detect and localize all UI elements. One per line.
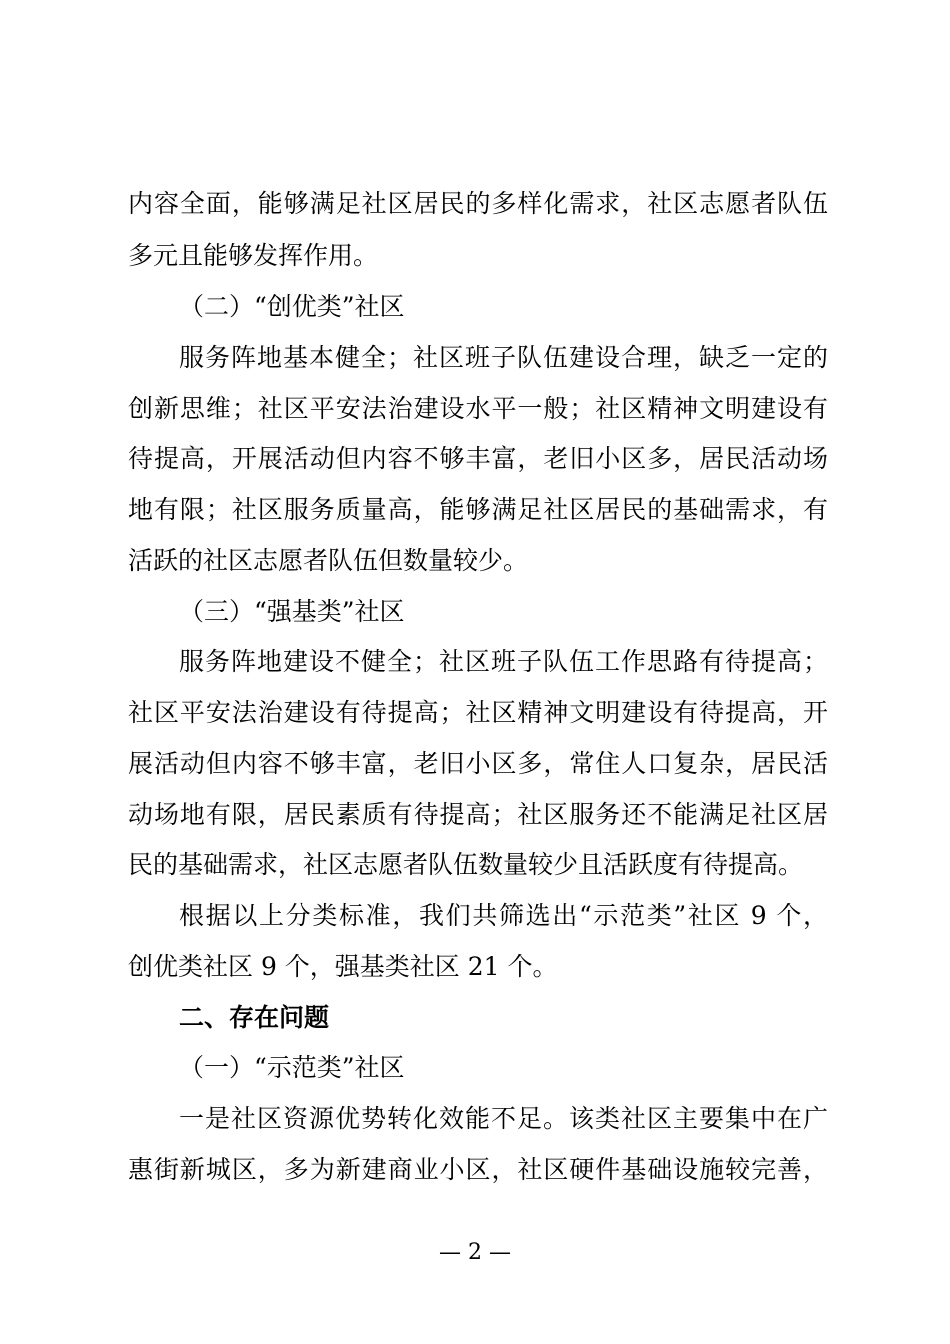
page-number: — 2 — [439, 1240, 511, 1265]
paragraph-line: 服务阵地建设不健全；社区班子队伍工作思路有待提高； [179, 647, 828, 676]
paragraph-line: 创新思维；社区平安法治建设水平一般；社区精神文明建设有 [128, 394, 828, 423]
paragraph-line: 动场地有限，居民素质有待提高；社区服务还不能满足社区居 [128, 800, 828, 829]
paragraph-line: 多元且能够发挥作用。 [128, 241, 379, 270]
paragraph-line: 待提高，开展活动但内容不够丰富，老旧小区多，居民活动场 [128, 444, 828, 473]
paragraph-line: 民的基础需求，社区志愿者队伍数量较少且活跃度有待提高。 [128, 850, 804, 879]
paragraph-line: 地有限；社区服务质量高，能够满足社区居民的基础需求，有 [128, 495, 828, 524]
paragraph-line: 活跃的社区志愿者队伍但数量较少。 [128, 546, 529, 575]
section-title-shifan: （一）“示范类”社区 [179, 1053, 405, 1082]
paragraph-line: 创优类社区 9 个，强基类社区 21 个。 [128, 952, 558, 981]
paragraph-line: 展活动但内容不够丰富，老旧小区多，常住人口复杂，居民活 [128, 749, 828, 778]
section-heading: 二、存在问题 [179, 1003, 330, 1032]
paragraph-line: 服务阵地基本健全；社区班子队伍建设合理，缺乏一定的 [179, 343, 828, 372]
paragraph-line: 内容全面，能够满足社区居民的多样化需求，社区志愿者队伍 [128, 189, 828, 218]
section-title-qiangji: （三）“强基类”社区 [179, 597, 405, 626]
paragraph-line: 一是社区资源优势转化效能不足。该类社区主要集中在广 [179, 1104, 828, 1133]
paragraph-line: 惠街新城区，多为新建商业小区，社区硬件基础设施较完善， [128, 1155, 828, 1184]
paragraph-line: 社区平安法治建设有待提高；社区精神文明建设有待提高，开 [128, 698, 828, 727]
paragraph-line: 根据以上分类标准，我们共筛选出“示范类”社区 9 个， [179, 901, 828, 930]
section-title-chuangyou: （二）“创优类”社区 [179, 292, 405, 321]
